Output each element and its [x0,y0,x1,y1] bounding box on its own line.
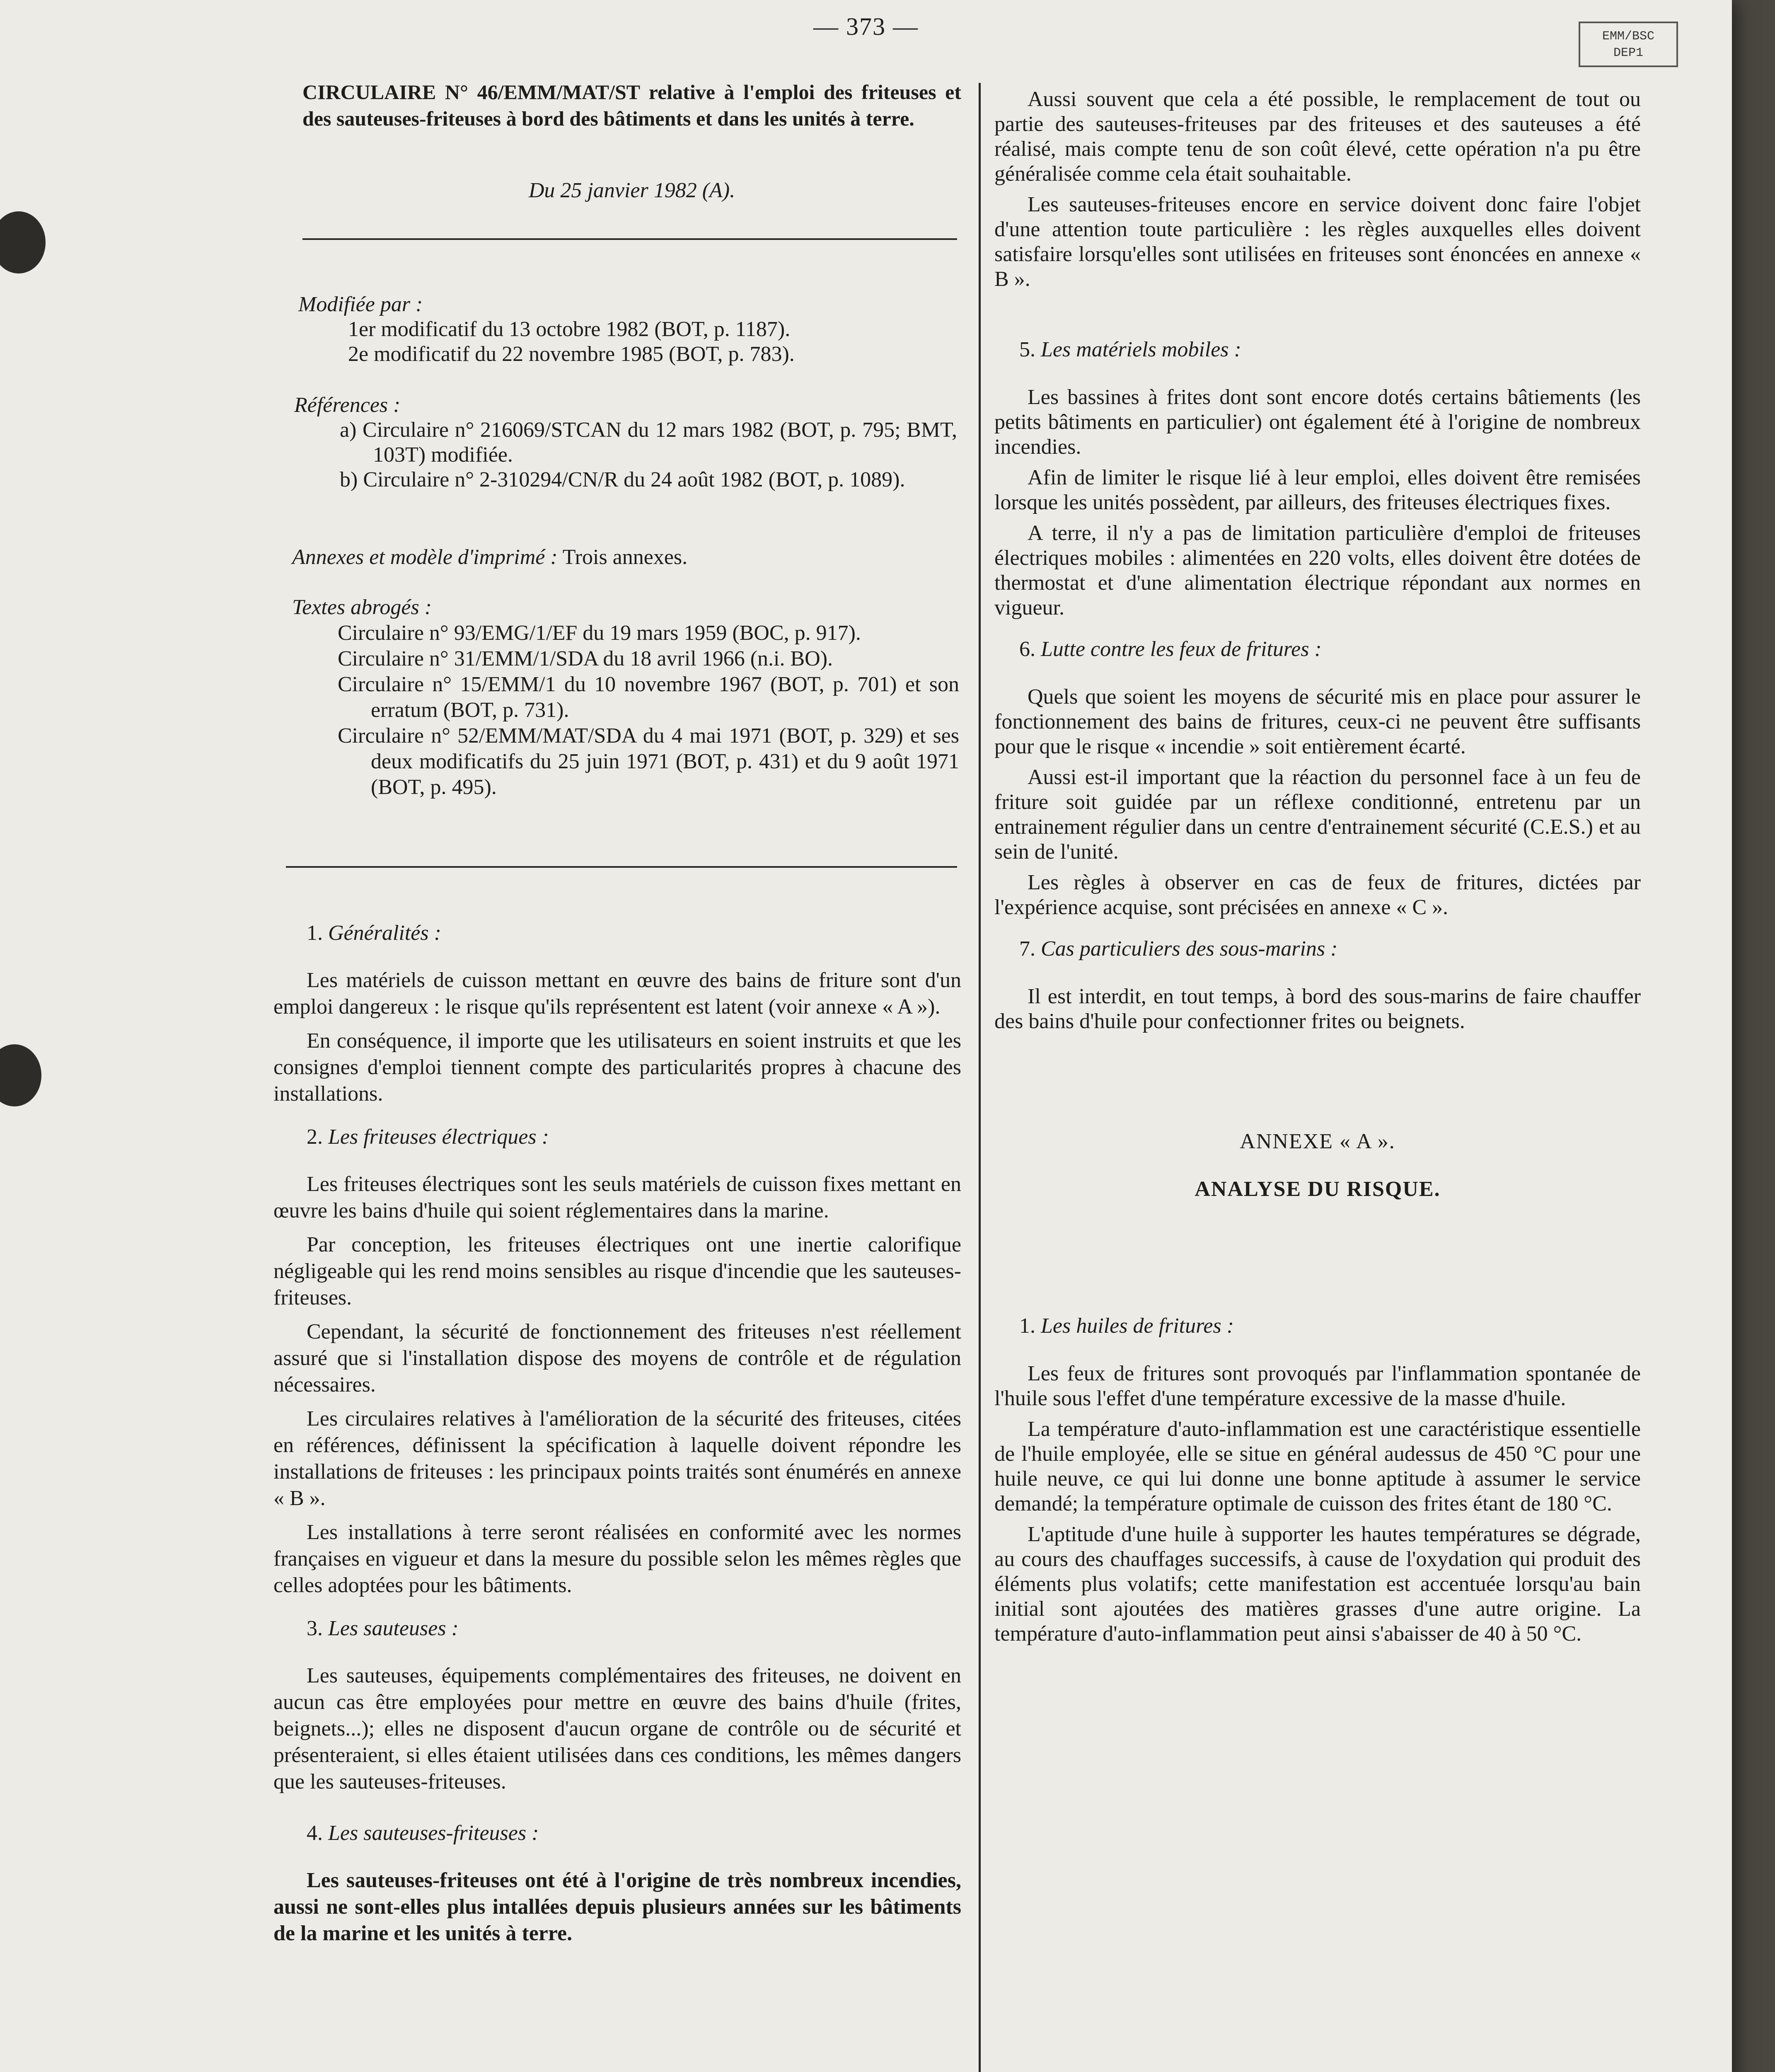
circular-date: Du 25 janvier 1982 (A). [528,179,735,202]
modifications-block [298,292,961,367]
paragraph: L'aptitude d'une huile à supporter les hautes températures se dégrade, au cours des chauffages successifs, à cause de l'oxydation qui produit des éléments plus volatifs; cette manifestation est accentuée lorsqu'au bain initial sont ajoutées des matières grasses d'une autre origine. La température d'auto-inflammation peut ainsi s'abaisser de 40 à 50 °C. [994,1523,1641,1646]
section-heading: 5. Les matériels mobiles : [1019,338,1241,361]
repealed-texts-block [292,595,959,800]
references-block [294,393,957,492]
references-label: Références : [294,393,401,417]
reference-item: b) Circulaire n° 2-310294/CN/R du 24 août 1982 (BOT, p. 1089). [340,468,905,491]
section-heading: 1. Généralités : [307,921,441,945]
stamp-line: EMM/BSC [1602,29,1655,44]
paragraph: Il est interdit, en tout temps, à bord des sous-marins de faire chauffer des bains d'huile pour confectionner frites ou beignets. [994,985,1641,1033]
paragraph: Les bassines à frites dont sont encore dotés certains bâtiements (les petits bâtiments en particulier) ont également été à l'origine de nombreux incendies. [994,385,1641,459]
paragraph: Les règles à observer en cas de feux de fritures, dictées par l'expérience acquise, sont précisées en annexe « C ». [994,871,1641,919]
repealed-item: Circulaire n° 52/EMM/MAT/SDA du 4 mai 1971 (BOT, p. 329) et ses deux modificatifs du 25 juin 1971 (BOT, p. 431) et du 9 août 1971 (BOT, p. 495). [338,724,959,799]
annexes-value: Trois annexes. [562,545,688,569]
punch-hole [0,211,46,274]
section-heading: 2. Les friteuses électriques : [307,1125,549,1149]
section-heading: 1. Les huiles de fritures : [1019,1314,1234,1338]
paragraph: Afin de limiter le risque lié à leur emploi, elles doivent être remisées lorsque les unités possèdent, par ailleurs, des friteuses électriques fixes. [994,466,1641,514]
paragraph: Les sauteuses-friteuses encore en service doivent donc faire l'objet d'une attention toute particulière : les règles auxquelles elles doivent satisfaire lorsqu'elles sont utilisées en friteuses sont énoncées en annexe « B ». [994,193,1641,291]
repealed-item: Circulaire n° 15/EMM/1 du 10 novembre 1967 (BOT, p. 701) et son erratum (BOT, p. 731). [338,673,959,722]
annexe-subtitle: ANALYSE DU RISQUE. [1195,1177,1441,1201]
paragraph: Aussi souvent que cela a été possible, le remplacement de tout ou partie des sauteuses-friteuses par des friteuses et des sauteuses a été réalisé, mais compte tenu de son coût élevé, cette opération n'a pu être généralisée comme cela était souhaitable. [994,87,1641,186]
office-stamp [1579,22,1678,67]
annexes-label: Annexes et modèle d'imprimé : [292,545,558,569]
paragraph: Les circulaires relatives à l'amélioration de la sécurité des friteuses, citées en références, définissent la spécification à laquelle doivent répondre les installations de friteuses : les principaux points traités sont énumérés en annexe « B ». [273,1407,961,1510]
annexe-title: ANNEXE « A ». [1240,1130,1395,1153]
paragraph: Cependant, la sécurité de fonctionnement des friteuses n'est réellement assuré que si l'installation dispose des moyens de contrôle et de régulation nécessaires. [273,1320,961,1397]
modification-item: 1er modificatif du 13 octobre 1982 (BOT, p. 1187). [348,317,791,341]
paragraph: Les sauteuses, équipements complémentaires des friteuses, ne doivent en aucun cas être employées pour mettre en œuvre des bains d'huile (frites, beignets...); elles ne disposent d'aucun organe de contrôle ou de sécurité et présenteraient, si elles étaient utilisées dans ces conditions, les mêmes dangers que les sauteuses-friteuses. [273,1664,961,1794]
paragraph: En conséquence, il importe que les utilisateurs en soient instruits et que les consignes d'emploi tiennent compte des particularités propres à chacune des installations. [273,1029,961,1106]
paragraph: La température d'auto-inflammation est une caractéristique essentielle de l'huile employée, elle se situe en général audessus de 450 °C pour une huile neuve, ce qui lui donne une bonne aptitude à assumer le service demandé; la température optimale de cuisson des frites étant de 180 °C. [994,1417,1641,1515]
punch-hole [0,1044,41,1106]
annexes-line [292,545,955,570]
column-separator [979,83,981,2072]
paragraph: Les friteuses électriques sont les seuls matériels de cuisson fixes mettant en œuvre les bains d'huile qui soient réglementaires dans la marine. [273,1172,961,1222]
section-heading: 7. Cas particuliers des sous-marins : [1019,937,1338,961]
divider [286,866,957,868]
right-column [994,87,1641,1646]
stamp-line: DEP1 [1613,46,1643,60]
divider [302,238,957,240]
repealed-item: Circulaire n° 31/EMM/1/SDA du 18 avril 1966 (n.i. BO). [338,647,833,670]
reference-item: a) Circulaire n° 216069/STCAN du 12 mars 1982 (BOT, p. 795; BMT, 103T) modifiée. [340,418,957,467]
modifications-label: Modifiée par : [298,293,423,316]
repealed-item: Circulaire n° 93/EMG/1/EF du 19 mars 1959 (BOC, p. 917). [338,621,861,645]
paragraph: Les installations à terre seront réalisées en conformité avec les normes françaises en vigueur et dans la mesure du possible selon les mêmes règles que celles adoptées pour les bâtiments. [273,1520,961,1597]
paragraph: Par conception, les friteuses électriques ont une inertie calorifique négligeable qui les rend moins sensibles au risque d'incendie que les sauteuses-friteuses. [273,1233,961,1310]
section-heading: 3. Les sauteuses : [307,1617,459,1640]
section-heading: 4. Les sauteuses-friteuses : [307,1821,539,1845]
section-heading: 6. Lutte contre les feux de fritures : [1019,637,1322,661]
circular-title: CIRCULAIRE N° 46/EMM/MAT/ST relative à l'emploi des friteuses et des sauteuses-friteuses à bord des bâtiments et dans les unités à terre. [302,80,961,130]
paragraph: Les sauteuses-friteuses ont été à l'origine de très nombreux incendies, aussi ne sont-elles plus intallées depuis plusieurs années sur les bâtiments de la marine et les unités à terre. [273,1869,961,1945]
paragraph: A terre, il n'y a pas de limitation particulière d'emploi de friteuses électriques mobiles : alimentées en 220 volts, elles doivent être dotées de thermostat et d'une alimentation électrique répondant aux normes en vigueur. [994,521,1641,620]
paragraph: Les matériels de cuisson mettant en œuvre des bains de friture sont d'un emploi dangereux : le risque qu'ils représentent est latent (voir annexe « A »). [273,968,961,1019]
paragraph: Quels que soient les moyens de sécurité mis en place pour assurer le fonctionnement des bains de fritures, ceux-ci ne peuvent être suffisants pour que le risque « incendie » soit entièrement écarté. [994,685,1641,758]
modification-item: 2e modificatif du 22 novembre 1985 (BOT, p. 783). [348,342,795,366]
repealed-label: Textes abrogés : [292,595,432,619]
left-column-sections [273,920,961,1947]
paragraph: Aussi est-il important que la réaction du personnel face à un feu de friture soit guidée par un réflexe conditionné, entretenu par un entrainement régulier dans un centre d'entrainement sécurité (C.E.S.) et au sein de l'unité. [994,765,1641,864]
paragraph: Les feux de fritures sont provoqués par l'inflammation spontanée de l'huile sous l'effet d'une température excessive de la masse d'huile. [994,1362,1641,1410]
page-number: — 373 — [813,13,919,40]
